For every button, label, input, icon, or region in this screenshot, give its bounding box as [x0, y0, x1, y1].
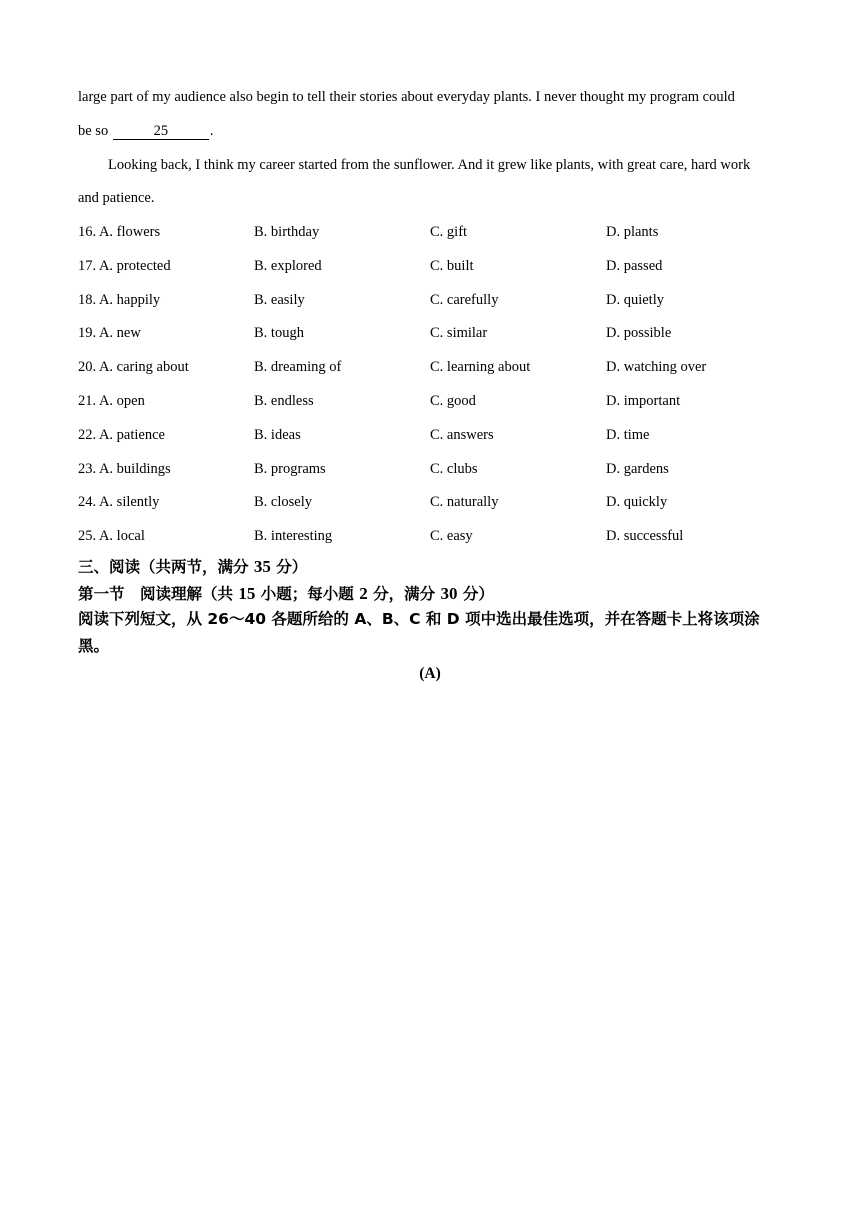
option-c: C. easy — [430, 528, 473, 545]
section-3-heading-end: 分） — [270, 558, 308, 576]
option-row — [78, 459, 798, 479]
part-1-heading-end: 分） — [457, 585, 494, 603]
option-b: B. dreaming of — [254, 359, 342, 376]
passage-a-label: (A) — [419, 665, 441, 682]
option-d: D. important — [606, 393, 681, 409]
part-1-per-question-score: 2 — [359, 584, 368, 603]
option-row — [78, 323, 798, 343]
part-1-heading-mid-2: 分，满分 — [367, 585, 441, 603]
option-row — [78, 492, 798, 512]
option-c: C. clubs — [430, 460, 478, 477]
passage-line-3: Looking back, I think my career started from the sunflower. And it grew like plants, with great care, hard work — [108, 157, 751, 173]
option-row — [78, 357, 798, 377]
option-b: B. ideas — [254, 426, 301, 443]
option-c: C. similar — [430, 325, 488, 342]
option-b: B. endless — [254, 393, 314, 409]
option-row — [78, 256, 798, 276]
option-b: B. tough — [254, 325, 304, 342]
option-a: 17. A. protected — [78, 257, 171, 274]
option-d: D. watching over — [606, 359, 707, 376]
option-d: D. passed — [606, 257, 663, 274]
section-3-score: 35 — [253, 557, 271, 576]
part-1-question-count: 15 — [238, 584, 256, 603]
part-1-heading-text: 第一节 阅读理解（共 — [78, 585, 239, 603]
passage-line-2-end: . — [209, 123, 214, 139]
option-a: 22. A. patience — [78, 426, 165, 443]
passage-line-2-start: be so — [78, 123, 112, 139]
option-row — [78, 222, 798, 242]
option-d: D. quietly — [606, 291, 664, 308]
option-b: B. interesting — [254, 528, 333, 545]
option-b: B. closely — [254, 494, 312, 511]
part-1-heading-mid-1: 小题；每小题 — [255, 585, 360, 603]
option-b: B. easily — [254, 291, 305, 308]
reading-instruction: 阅读下列短文，从 26～40 各题所给的 A、B、C 和 D 项中选出最佳选项，并在答题卡上将该项涂黑。 — [78, 610, 760, 655]
option-d: D. quickly — [606, 494, 668, 511]
option-d: D. time — [606, 426, 650, 443]
option-d: D. gardens — [606, 460, 669, 477]
option-a: 18. A. happily — [78, 291, 161, 308]
option-row — [78, 391, 798, 411]
option-a: 20. A. caring about — [78, 359, 189, 376]
option-a: 16. A. flowers — [78, 224, 161, 240]
option-a: 21. A. open — [78, 393, 145, 409]
option-c: C. built — [430, 257, 474, 274]
option-a: 19. A. new — [78, 325, 141, 342]
section-3-heading-text: 三、阅读（共两节，满分 — [78, 558, 254, 576]
section-3-heading — [78, 553, 307, 581]
option-a: 24. A. silently — [78, 494, 160, 511]
option-b: B. birthday — [254, 224, 320, 240]
option-d: D. possible — [606, 325, 672, 342]
option-a: 25. A. local — [78, 528, 145, 545]
passage-line-2 — [78, 121, 213, 141]
option-d: D. plants — [606, 224, 659, 240]
option-row — [78, 290, 798, 310]
option-c: C. answers — [430, 426, 494, 443]
option-row — [78, 526, 798, 546]
option-d: D. successful — [606, 528, 684, 545]
option-row — [78, 425, 798, 445]
option-b: B. explored — [254, 257, 322, 274]
option-c: C. learning about — [430, 359, 531, 376]
option-b: B. programs — [254, 460, 326, 477]
part-1-total-score: 30 — [440, 584, 458, 603]
option-a: 23. A. buildings — [78, 460, 171, 477]
passage-line-1: large part of my audience also begin to tell their stories about everyday plants. I never thought my program could — [78, 89, 735, 105]
part-1-heading — [78, 580, 494, 608]
passage-line-4: and patience. — [78, 190, 155, 206]
option-c: C. gift — [430, 224, 468, 240]
blank-25: 25 — [113, 124, 209, 140]
option-c: C. carefully — [430, 291, 499, 308]
option-c: C. good — [430, 393, 476, 409]
option-c: C. naturally — [430, 494, 499, 511]
